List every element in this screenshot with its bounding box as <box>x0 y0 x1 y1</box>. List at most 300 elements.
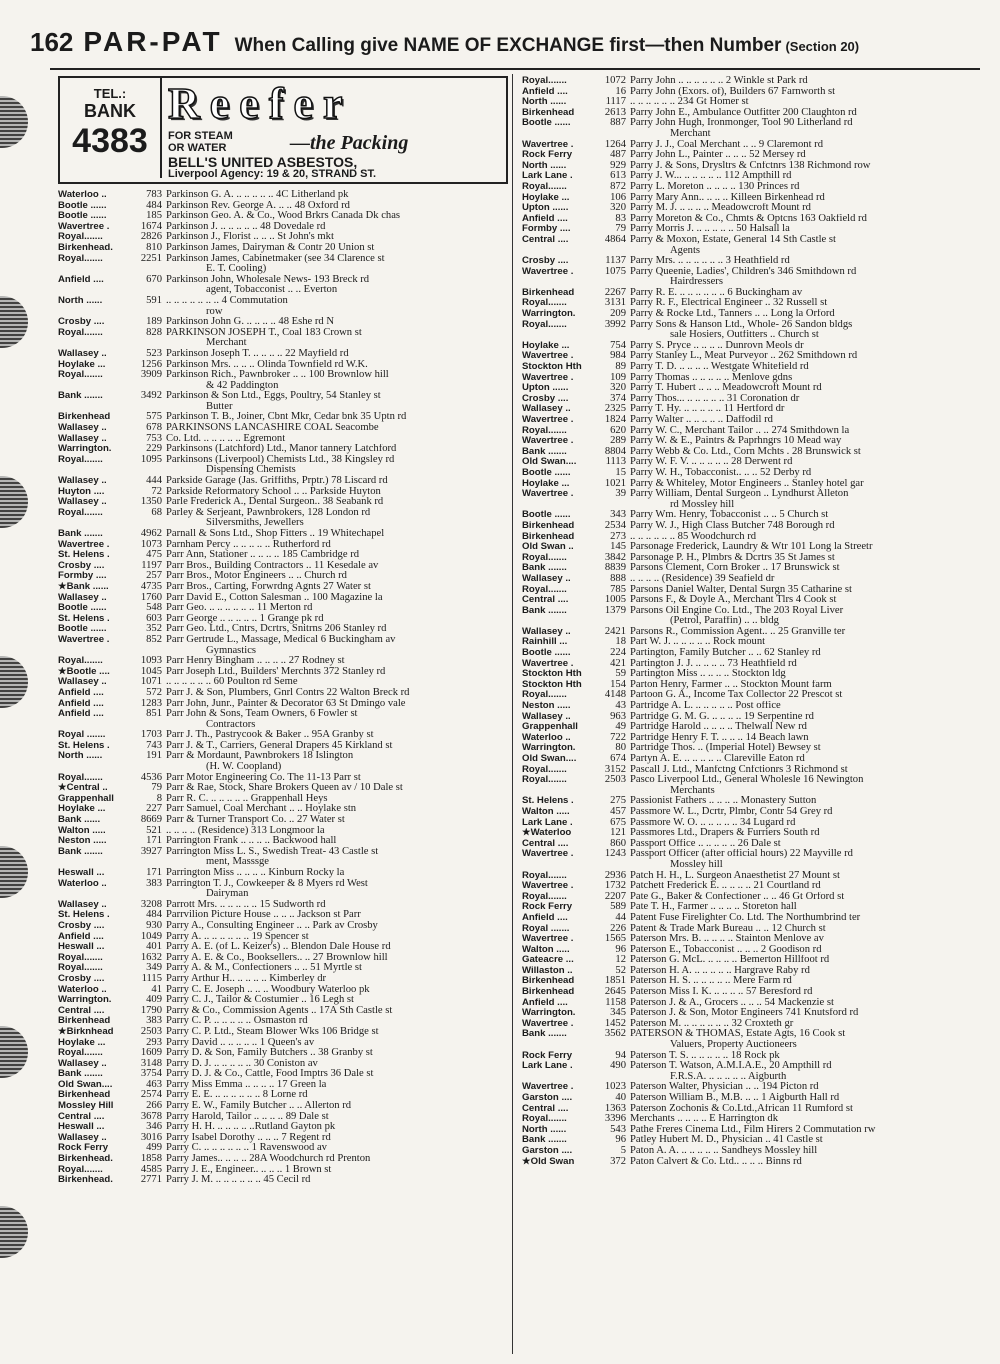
directory-entry <box>522 383 972 394</box>
entry-text: Parr Bros., Building Contractors .. 11 Kesedale av <box>166 560 379 571</box>
ad-for-text <box>168 130 233 154</box>
exchange-name: Bootle ...... <box>58 624 107 635</box>
directory-entry <box>58 571 508 582</box>
entry-text: agent, Tobacconist .. .. Everton <box>206 285 338 296</box>
directory-entry <box>58 370 508 381</box>
phone-number: 209 <box>610 308 626 320</box>
entry-text: Parry D. & Son, Family Butchers .. 38 Granby st <box>166 1048 373 1059</box>
exchange-name: Bank ....... <box>522 563 567 574</box>
directory-entry <box>522 203 972 214</box>
phone-number: 4864 <box>604 233 626 245</box>
directory-entry <box>522 892 972 903</box>
entry-text: (Petrol, Paraffin) .. .. bldg <box>670 616 779 627</box>
entry-text: Partridge Henry F. T. .. .. .. 14 Beach lawn <box>630 732 809 743</box>
entry-text: Butter <box>206 401 233 412</box>
entry-text: Parry Walter .. .. .. .. .. Daffodil rd <box>630 415 773 425</box>
directory-entry <box>58 677 508 688</box>
directory-entry <box>522 182 972 193</box>
phone-number: 810 <box>146 241 162 253</box>
exchange-name: Crosby .... <box>58 920 105 931</box>
phone-number: 2267 <box>604 286 626 298</box>
binding-ring-icon <box>0 656 28 708</box>
phone-number: 80 <box>615 742 626 754</box>
directory-entry <box>58 953 508 964</box>
entry-text: Patent & Trade Mark Bureau .. .. 12 Church st <box>630 923 826 934</box>
entry-text: row <box>206 306 223 317</box>
directory-entry <box>58 1027 508 1038</box>
entry-text: Parsons Oil Engine Co. Ltd., The 203 Royal Liver <box>630 605 844 616</box>
entry-text: Paterson Miss I. K. .. .. .. .. 57 Beresford rd <box>630 987 813 998</box>
directory-entry <box>58 561 508 572</box>
phone-number: 320 <box>610 382 626 394</box>
exchange-name: North ...... <box>522 1124 567 1135</box>
exchange-name: Stockton Hth <box>522 669 582 680</box>
directory-entry <box>522 288 972 299</box>
entry-text: Parr Geo. Ltd., Cntrs, Dcrtrs, Snitrns 206 Stanley rd <box>166 624 387 635</box>
phone-number: 548 <box>146 602 162 614</box>
phone-number: 1158 <box>605 996 626 1008</box>
directory-entry <box>522 362 972 373</box>
exchange-name: Wallasey .. <box>58 348 107 359</box>
phone-number: 1093 <box>140 655 162 667</box>
entry-text: Parry C. .. .. .. .. .. .. 1 Ravenswood av <box>166 1143 327 1154</box>
entry-text: Paterson M. .. .. .. .. .. .. 32 Croxteth gr <box>630 1018 794 1029</box>
directory-entry <box>58 635 508 646</box>
directory-entry <box>58 550 508 561</box>
directory-entry <box>522 1082 972 1093</box>
directory-entry <box>522 521 972 532</box>
phone-number: 343 <box>610 509 626 521</box>
entry-text: Parkinson T. B., Joiner, Cbnt Mkr, Cedar bnk 35 Uptn rd <box>166 412 407 423</box>
phone-number: 43 <box>615 700 626 712</box>
exchange-name: Wavertree . <box>522 436 574 447</box>
directory-entry <box>522 1072 972 1083</box>
phone-number: 785 <box>610 583 626 595</box>
exchange-name: Wallasey .. <box>58 677 107 688</box>
directory-entry <box>522 1019 972 1030</box>
exchange-name <box>522 860 586 871</box>
exchange-name: Royal....... <box>522 775 567 786</box>
entry-text: PARKINSON JOSEPH T., Coal 183 Crown st <box>166 327 362 338</box>
entry-text: Parsons F., & Doyle A., Merchant Tlrs 4 Cook st <box>630 595 837 606</box>
directory-entry <box>522 330 972 341</box>
directory-entry <box>58 688 508 699</box>
directory-entry <box>522 786 972 797</box>
ad-for-line1: FOR STEAM <box>168 130 233 142</box>
entry-text: rd Mossley hill <box>670 499 735 510</box>
entry-text: Parry Queenie, Ladies', Children's 346 Smithdown rd <box>630 266 857 277</box>
directory-entry <box>522 722 972 733</box>
phone-number: 3754 <box>140 1068 162 1080</box>
phone-number: 226 <box>610 922 626 934</box>
exchange-name <box>58 518 122 529</box>
phone-number: 171 <box>146 835 162 847</box>
directory-entry <box>58 815 508 826</box>
directory-entry <box>522 743 972 754</box>
directory-entry <box>58 921 508 932</box>
exchange-name: Bootle ...... <box>522 648 571 659</box>
entry-text: Parry Thomas .. .. .. .. .. Menlove gdns <box>630 372 793 383</box>
phone-number: 851 <box>146 708 162 720</box>
directory-entry <box>522 765 972 776</box>
directory-entry <box>522 1029 972 1040</box>
ad-packing: —the Packing <box>290 132 409 154</box>
exchange-name: ★Birknhead <box>58 1026 114 1037</box>
column-divider <box>512 74 513 1354</box>
directory-entry <box>58 1069 508 1080</box>
exchange-name: Rainhill ... <box>522 637 568 648</box>
exchange-name: Wavertree . <box>522 1082 574 1093</box>
phone-number: 2936 <box>604 869 626 881</box>
exchange-name: Crosby .... <box>522 393 569 404</box>
entry-text: Parkinson J. .. .. .. .. .. 48 Dovedale rd <box>166 221 326 232</box>
phone-number: 860 <box>610 837 626 849</box>
phone-number: 487 <box>610 149 626 161</box>
directory-entry <box>522 1093 972 1104</box>
phone-number: 589 <box>610 901 626 913</box>
exchange-name: Lark Lane . <box>522 817 573 828</box>
entry-text: Parry E. E. .. .. .. .. .. .. 8 Lorne rd <box>166 1090 308 1101</box>
entry-text: Parry Moreton & Co., Chmts & Optcns 163 Oakfield rd <box>630 213 867 224</box>
phone-number: 572 <box>146 686 162 698</box>
entry-text: Parry A. E. (of L. Keizer's) .. Blendon Dale House rd <box>166 942 391 953</box>
exchange-name: Bank ....... <box>58 529 103 539</box>
exchange-name: Wallasey .. <box>58 476 107 487</box>
exchange-name: Wavertree . <box>58 634 110 645</box>
phone-number: 16 <box>615 85 626 97</box>
binding-ring-icon <box>0 476 28 528</box>
exchange-name: Royal....... <box>58 253 103 264</box>
directory-entry <box>58 656 508 667</box>
phone-number: 2534 <box>604 519 626 531</box>
entry-text: Parr George .. .. .. .. .. 1 Grange pk rd <box>166 613 324 624</box>
directory-entry <box>522 945 972 956</box>
phone-number: 3842 <box>604 551 626 563</box>
exchange-name: Royal....... <box>58 454 103 465</box>
directory-entry <box>522 712 972 723</box>
entry-text: Parton Henry, Farmer .. .. Stockton Mount farm <box>630 679 832 690</box>
directory-entry <box>522 277 972 288</box>
directory-entry <box>58 1048 508 1059</box>
entry-text: .. .. .. .. .. .. .. 4 Commutation <box>166 295 288 306</box>
entry-text: Patch H. H., L. Surgeon Anaesthetist 27 Mount st <box>630 870 840 881</box>
phone-number: 2613 <box>604 106 626 118</box>
phone-number: 3131 <box>604 297 626 309</box>
phone-number: 3562 <box>604 1028 626 1040</box>
entry-text: Paterson Walter, Physician .. .. 194 Picton rd <box>630 1082 819 1093</box>
phone-number: 372 <box>610 1155 626 1167</box>
entry-text: Parry & Moxon, Estate, General 14 Sth Castle st <box>630 234 836 245</box>
directory-entry <box>522 934 972 945</box>
directory-entry <box>522 733 972 744</box>
exchange-name <box>58 402 122 413</box>
phone-number: 984 <box>610 350 626 362</box>
exchange-name: Birkenhead <box>522 520 575 531</box>
exchange-name: Willaston .. <box>522 965 573 976</box>
binding-ring-icon <box>0 846 28 898</box>
phone-number: 41 <box>151 983 162 995</box>
phone-number: 383 <box>146 1015 162 1027</box>
entry-text: Parrott Mrs. .. .. .. .. .. 15 Sudworth rd <box>166 899 326 910</box>
entry-text: Passionist Fathers .. .. .. .. Monastery Sutton <box>630 796 817 807</box>
exchange-name: Royal....... <box>58 232 103 243</box>
entry-text: .. .. .. .. .. .. 60 Poulton rd Seme <box>166 677 298 688</box>
directory-entry <box>522 796 972 807</box>
exchange-name: Stockton Hth <box>522 362 582 373</box>
exchange-name: Old Swan.... <box>522 457 577 468</box>
directory-entry <box>522 457 972 468</box>
directory-entry <box>522 701 972 712</box>
directory-entry <box>58 518 508 529</box>
phone-number: 1137 <box>605 255 626 267</box>
entry-text: Parr & Turner Transport Co. .. 27 Water st <box>166 815 345 826</box>
directory-entry <box>58 317 508 328</box>
directory-entry <box>522 563 972 574</box>
phone-number: 89 <box>615 361 626 373</box>
exchange-name: Hoylake ... <box>522 192 570 203</box>
directory-entry <box>522 902 972 913</box>
exchange-name: North ...... <box>58 751 103 762</box>
exchange-name: Wallasey .. <box>522 404 571 415</box>
entry-text: Parkinson John G. .. .. .. .. 48 Eshe rd N <box>166 317 335 328</box>
directory-entry <box>58 360 508 371</box>
exchange-name <box>58 720 122 731</box>
phone-number: 828 <box>146 326 162 338</box>
directory-entry <box>58 709 508 720</box>
entry-text: Parry Webb & Co. Ltd., Corn Mchts . 28 Brunswick st <box>630 446 861 457</box>
entry-text: Parr J. & T., Carriers, General Drapers 45 Kirkland st <box>166 740 393 751</box>
entry-text: Parrington T. J., Cowkeeper & 8 Myers rd West <box>166 878 368 889</box>
exchange-name: Walton ..... <box>522 806 570 817</box>
phone-number: 94 <box>615 1049 626 1061</box>
entry-text: Parry & Rocke Ltd., Tanners .. .. Long la Orford <box>630 309 835 320</box>
directory-entry <box>522 341 972 352</box>
phone-number: 929 <box>610 159 626 171</box>
directory-entry <box>522 616 972 627</box>
entry-text: Paterson J. & Son, Motor Engineers 741 Knutsford rd <box>630 1008 859 1019</box>
entry-text: Parry A., Consulting Engineer .. .. Park av Crosby <box>166 920 378 931</box>
exchange-name <box>58 338 122 349</box>
exchange-name: Birkenhead <box>58 1090 111 1101</box>
entry-text: Parsons Clement, Corn Broker .. 17 Brunswick st <box>630 563 840 574</box>
directory-entry <box>522 320 972 331</box>
directory-entry <box>522 690 972 701</box>
exchange-name: Royal....... <box>522 552 567 563</box>
exchange-name: Birkenhead <box>522 987 575 998</box>
exchange-name: Warrington. <box>58 444 112 455</box>
entry-text: Parnall & Sons Ltd., Shop Fitters .. 19 Whitechapel <box>166 529 385 539</box>
phone-number: 754 <box>610 339 626 351</box>
ad-brand: Reefer <box>168 79 353 128</box>
phone-number: 1256 <box>140 358 162 370</box>
exchange-name: Wallasey .. <box>58 433 107 444</box>
exchange-name: Upton ...... <box>522 203 569 214</box>
entry-text: Merchants <box>670 785 715 796</box>
entry-text: Parry J. J., Coal Merchant .. .. 9 Claremont rd <box>630 139 824 150</box>
phone-number: 1021 <box>604 477 626 489</box>
entry-text: Parry Stanley L., Meat Purveyor .. 262 Smithdown rd <box>630 351 858 362</box>
entry-text: ment, Masssge <box>206 857 269 868</box>
phone-number: 59 <box>615 668 626 680</box>
page-header <box>30 26 980 70</box>
exchange-name: North ...... <box>522 160 567 171</box>
phone-number: 44 <box>615 911 626 923</box>
exchange-name: Royal....... <box>58 656 103 667</box>
phone-number: 52 <box>615 964 626 976</box>
directory-entry <box>58 730 508 741</box>
exchange-name: Bank ....... <box>522 1029 567 1040</box>
entry-text: Hairdressers <box>670 277 723 288</box>
exchange-name: Crosby .... <box>58 973 105 984</box>
phone-number: 289 <box>610 435 626 447</box>
exchange-name: Royal ....... <box>58 730 106 741</box>
directory-entry <box>58 751 508 762</box>
exchange-name: Heswall ... <box>58 868 105 878</box>
entry-text: Parry James.. .. .. .. 28A Woodchurch rd Prenton <box>166 1154 371 1165</box>
exchange-name: Wallasey .. <box>58 899 107 910</box>
entry-text: Parry R. E. .. .. .. .. .. .. 6 Buckingham av <box>630 287 803 298</box>
phone-number: 670 <box>146 273 162 285</box>
exchange-name: Huyton .... <box>58 486 105 497</box>
directory-entry <box>58 391 508 402</box>
exchange-name: ★Bank ...... <box>58 581 109 592</box>
directory-entry <box>522 489 972 500</box>
directory-entry <box>58 296 508 307</box>
exchange-name: Wallasey .. <box>58 592 107 603</box>
directory-entry <box>522 1040 972 1051</box>
entry-text: Parry C. P. .. .. .. .. .. Osmaston rd <box>166 1016 308 1027</box>
exchange-name: Birkenhead <box>522 531 575 542</box>
exchange-name: Wavertree . <box>522 266 574 277</box>
phone-number: 674 <box>610 753 626 764</box>
phone-number: 1049 <box>140 930 162 942</box>
phone-number: 1005 <box>604 594 626 606</box>
exchange-name: Anfield .... <box>58 274 104 285</box>
phone-number: 121 <box>610 827 626 839</box>
directory-entry <box>522 637 972 648</box>
phone-number: 3992 <box>604 318 626 330</box>
directory-entry <box>522 860 972 871</box>
phone-number: 2826 <box>140 231 162 243</box>
phone-number: 1283 <box>140 697 162 709</box>
phone-number: 3152 <box>604 763 626 775</box>
exchange-name: Wallasey .. <box>522 711 571 722</box>
exchange-name: Grappenhall <box>58 793 114 804</box>
exchange-name: Royal....... <box>522 1114 567 1125</box>
phone-number: 484 <box>146 199 162 211</box>
directory-entry <box>522 193 972 204</box>
entry-text: Parry Sons & Hanson Ltd., Whole- 26 Sandon bldgs <box>630 319 853 330</box>
exchange-name: Bootle ...... <box>522 510 571 521</box>
exchange-name: Anfield .... <box>58 709 104 720</box>
exchange-name: Anfield .... <box>58 931 104 942</box>
directory-entry <box>522 680 972 691</box>
phone-number: 109 <box>610 371 626 383</box>
entry-text: Gymnastics <box>206 645 257 656</box>
phone-number: 345 <box>610 1007 626 1019</box>
exchange-name <box>58 264 122 275</box>
phone-number: 1379 <box>604 604 626 616</box>
phone-number: 591 <box>146 294 162 306</box>
entry-text: Parry Harold, Tailor .. .. .. .. 89 Dale st <box>166 1111 329 1122</box>
phone-number: 79 <box>151 782 162 794</box>
directory-entry <box>522 1135 972 1146</box>
entry-text: Parr & Rae, Stock, Share Brokers Queen av / 10 Dale st <box>166 783 403 794</box>
exchange-name: Bank ...... <box>58 815 101 826</box>
phone-number: 1117 <box>605 96 626 108</box>
directory-entry <box>58 646 508 657</box>
phone-number: 2421 <box>604 625 626 637</box>
reefer-advertisement <box>58 76 508 184</box>
directory-entry <box>522 171 972 182</box>
directory-entry <box>522 309 972 320</box>
directory-entry <box>58 285 508 296</box>
phone-number: 224 <box>610 647 626 659</box>
ad-number: 4383 <box>72 122 148 160</box>
directory-entry <box>522 447 972 458</box>
phone-number: 930 <box>146 919 162 931</box>
phone-number: 603 <box>146 612 162 624</box>
entry-text: Parkinson Rev. George A. .. .. 48 Oxford rd <box>166 200 350 211</box>
directory-entry <box>58 497 508 508</box>
directory-entry <box>522 235 972 246</box>
directory-entry <box>522 1146 972 1157</box>
directory-entry <box>58 529 508 540</box>
exchange-name: Lark Lane . <box>522 171 573 182</box>
entry-text: Parry John E., Ambulance Outfitter 200 Claughton rd <box>630 107 857 118</box>
exchange-name: Central .... <box>58 1005 105 1016</box>
entry-text: Parry E. W., Family Butcher .. .. Allerton rd <box>166 1101 352 1112</box>
directory-entry <box>58 1143 508 1154</box>
directory-entry <box>58 307 508 318</box>
directory-entry <box>58 232 508 243</box>
entry-text: Parkinsons (Liverpool) Chemists Ltd., 38 Kingsley rd <box>166 454 395 465</box>
entry-text: Paterson J. & A., Grocers .. .. .. 54 Mackenzie st <box>630 997 834 1008</box>
phone-number: 79 <box>615 223 626 235</box>
exchange-name: Bank ....... <box>522 446 567 457</box>
exchange-name: Royal....... <box>58 952 103 963</box>
exchange-name: Wavertree . <box>522 881 574 892</box>
entry-text: Parry John L., Painter .. .. .. 52 Mersey rd <box>630 150 806 161</box>
entry-text: Pate G., Baker & Confectioner .. .. 46 Gt Orford st <box>630 891 845 902</box>
exchange-name: Stockton Hth <box>522 679 582 690</box>
exchange-name: Rock Ferry <box>522 1050 573 1061</box>
entry-text: Parr Bros., Carting, Forwrdng Agnts 27 Water st <box>166 581 371 592</box>
directory-entry <box>58 942 508 953</box>
exchange-name: Formby .... <box>522 224 571 235</box>
entry-text: Valuers, Property Auctioneers <box>670 1040 797 1051</box>
exchange-name: Wallasey .. <box>58 1132 107 1143</box>
entry-text: Parr Motor Engineering Co. The 11-13 Parr st <box>166 772 361 783</box>
entry-text: Parkside Garage (Jas. Griffiths, Prptr.) 78 Liscard rd <box>166 476 388 487</box>
directory-entry <box>58 995 508 1006</box>
exchange-name: Formby .... <box>58 571 107 582</box>
directory-entry <box>522 1051 972 1062</box>
entry-text: Parry A. & M., Confectioners .. .. 51 Myrtle st <box>166 963 362 974</box>
phone-number: 5 <box>620 1144 626 1156</box>
phone-number: 72 <box>151 485 162 497</box>
entry-text: Parkinson James, Dairyman & Contr 20 Union st <box>166 242 375 253</box>
exchange-name <box>522 786 586 797</box>
entry-text: Part W. J. .. .. .. .. .. Rock mount <box>630 637 766 648</box>
directory-entry <box>522 298 972 309</box>
exchange-name <box>58 889 122 900</box>
phone-number: 722 <box>610 731 626 743</box>
directory-entry <box>58 423 508 434</box>
entry-text: Merchants .. .. .. .. E Harrington dk <box>630 1114 778 1125</box>
exchange-name: Old Swan.... <box>522 754 577 764</box>
directory-entry <box>522 818 972 829</box>
